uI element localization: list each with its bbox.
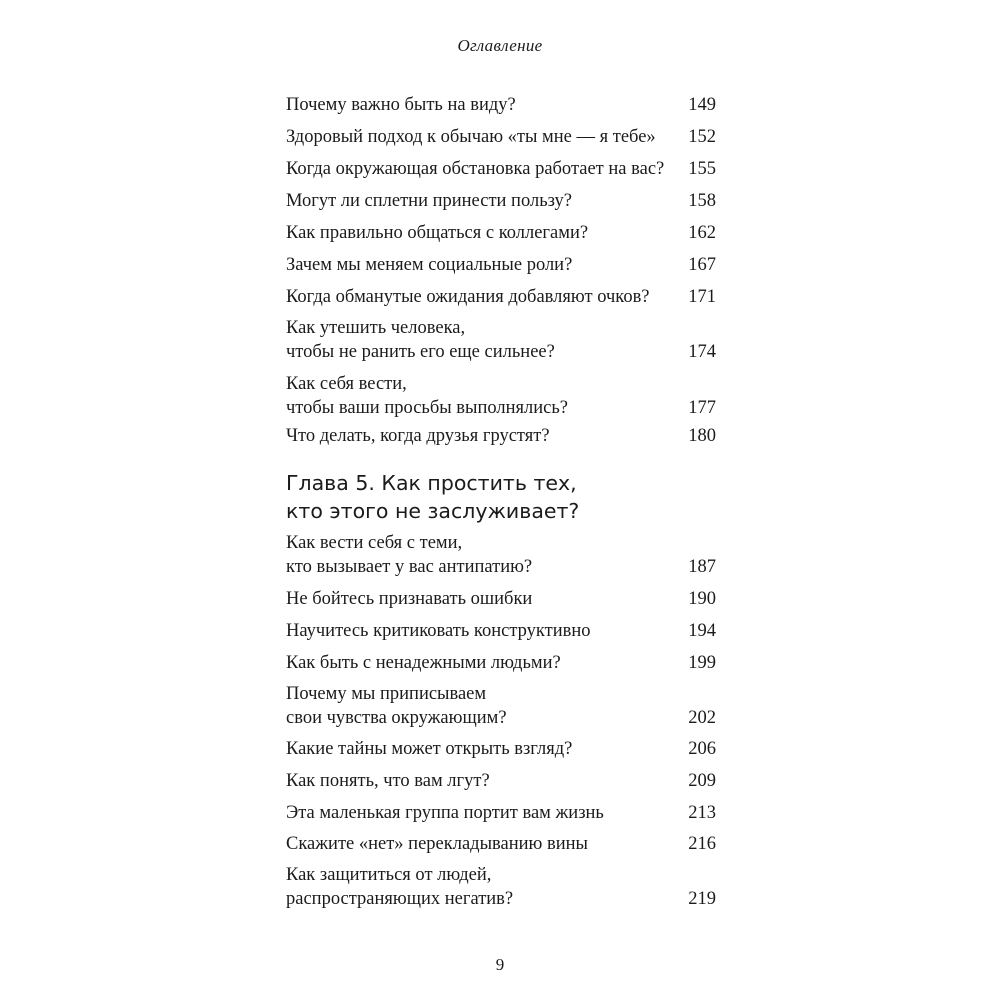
toc-entry-page: 216: [688, 834, 716, 854]
toc-entry-page: 213: [688, 803, 716, 823]
toc-entry-title: Эта маленькая группа портит вам жизнь: [286, 803, 604, 823]
toc-entry: [286, 531, 716, 579]
toc-entry-title: Как себя вести, чтобы ваши просьбы выполнялись?: [286, 374, 569, 418]
toc-entry-page: 149: [688, 95, 716, 115]
toc-entry: [286, 93, 716, 117]
toc-entry-page: 158: [688, 191, 716, 211]
toc-entry-page: 171: [688, 287, 716, 307]
toc-entry: [286, 737, 716, 761]
toc-entry-page: 219: [688, 889, 716, 909]
toc-entry: [286, 372, 716, 420]
toc-entry-title: Почему мы приписываем свои чувства окружающим?: [286, 684, 507, 728]
toc-entry-page: 206: [688, 739, 716, 759]
toc-entry: [286, 424, 716, 448]
toc-entry: [286, 832, 716, 856]
toc-entry: [286, 221, 716, 245]
toc-entry-title: Как защититься от людей, распространяющих негатив?: [286, 865, 514, 909]
toc-entry: [286, 587, 716, 611]
running-header: Оглавление: [457, 36, 543, 55]
toc-entry-page: 209: [688, 771, 716, 791]
toc-entry: [286, 285, 716, 309]
toc-entry-page: 190: [688, 589, 716, 609]
toc-entry-title: Когда обманутые ожидания добавляют очков?: [286, 287, 650, 307]
toc-entry-title: Не бойтесь признавать ошибки: [286, 589, 533, 609]
toc-entry-title: Как вести себя с теми, кто вызывает у вас антипатию?: [286, 533, 533, 577]
toc-entry: [286, 801, 716, 825]
toc-entry-title: Здоровый подход к обычаю «ты мне — я тебе»: [286, 127, 656, 147]
toc-entry-page: 202: [688, 708, 716, 728]
toc-entry: [286, 863, 716, 911]
toc-entry-title: Почему важно быть на виду?: [286, 95, 516, 115]
toc-entry: [286, 253, 716, 277]
toc-entry-title: Как утешить человека, чтобы не ранить его еще сильнее?: [286, 318, 555, 362]
toc-entry-page: 177: [688, 398, 716, 418]
toc-entry: [286, 316, 716, 364]
toc-entry: [286, 769, 716, 793]
toc-entry-page: 194: [688, 621, 716, 641]
toc-entry-title: Могут ли сплетни принести пользу?: [286, 191, 573, 211]
toc-entry-page: 174: [688, 342, 716, 362]
toc-entry-title: Зачем мы меняем социальные роли?: [286, 255, 573, 275]
chapter-heading: Глава 5. Как простить тех, кто этого не заслуживает?: [286, 471, 580, 523]
toc-entry-page: 155: [688, 159, 716, 179]
toc-entry-title: Как правильно общаться с коллегами?: [286, 223, 589, 243]
toc-entry-page: 162: [688, 223, 716, 243]
toc-entry: [286, 157, 716, 181]
toc-entry-title: Научитесь критиковать конструктивно: [286, 621, 591, 641]
toc-entry-title: Как понять, что вам лгут?: [286, 771, 490, 791]
toc-entry: [286, 651, 716, 675]
toc-entry-page: 199: [688, 653, 716, 673]
toc-entry-title: Скажите «нет» перекладыванию вины: [286, 834, 588, 854]
toc-entry-page: 180: [688, 426, 716, 446]
toc-entry: [286, 189, 716, 213]
toc-entry-title: Когда окружающая обстановка работает на вас?: [286, 159, 665, 179]
toc-entry-page: 187: [688, 557, 716, 577]
toc-entry-page: 152: [688, 127, 716, 147]
toc-entry-title: Как быть с ненадежными людьми?: [286, 653, 561, 673]
toc-entry: [286, 125, 716, 149]
toc-entry-page: 167: [688, 255, 716, 275]
toc-entry-title: Какие тайны может открыть взгляд?: [286, 739, 573, 759]
toc-entry: [286, 682, 716, 730]
page-number: 9: [495, 955, 505, 974]
toc-entry: [286, 619, 716, 643]
toc-entry-title: Что делать, когда друзья грустят?: [286, 426, 550, 446]
